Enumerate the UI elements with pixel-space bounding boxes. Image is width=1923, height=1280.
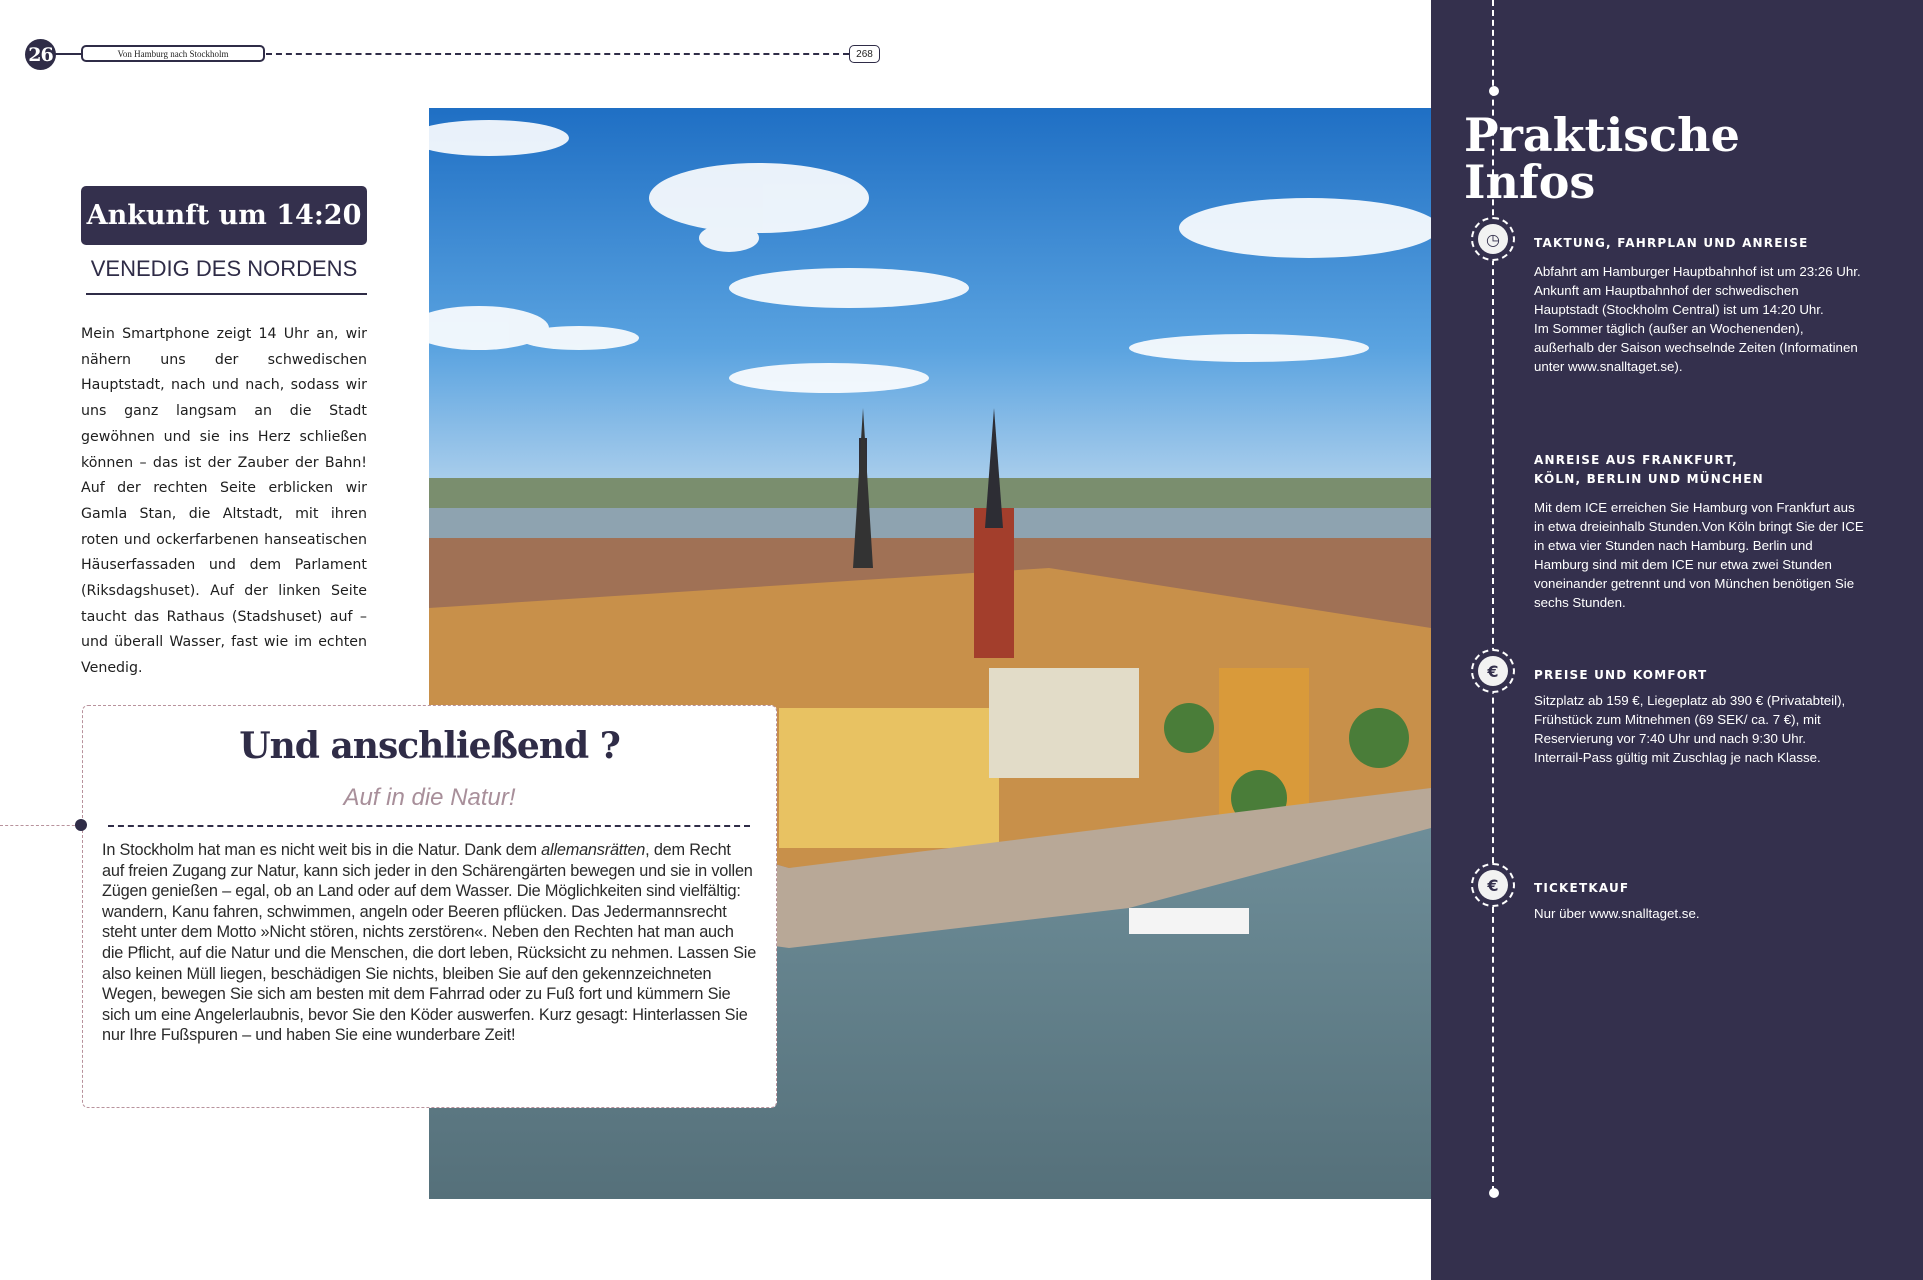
arrival-heading: Ankunft um 14:20 — [81, 186, 367, 245]
section-heading: TICKETKAUF — [1534, 881, 1630, 895]
page-number: 26 — [25, 39, 56, 70]
connector-line — [0, 825, 80, 826]
box-title: Und anschließend ? — [239, 725, 620, 767]
timeline-dot-top — [1489, 86, 1499, 96]
euro-icon: € — [1471, 649, 1515, 693]
section-body: Nur über www.snalltaget.se. — [1534, 906, 1700, 921]
progress-dashed-line — [266, 53, 849, 55]
box-subtitle: Auf in die Natur! — [343, 784, 516, 811]
panel-title: Praktische Infos — [1464, 108, 1740, 209]
section-heading: ANREISE AUS FRANKFURT, KÖLN, BERLIN UND MÜNCHEN — [1534, 453, 1764, 486]
section-body: Mit dem ICE erreichen Sie Hamburg von Frankfurt aus in etwa dreieinhalb Stunden.Von Köln bringt Sie der ICE in etwa vier Stunden nach Hamburg. Berlin und Hamburg sind mit dem ICE nur etwa zwei Stunden voneinander getrennt und von München benötigen Sie sechs Stunden. — [1534, 500, 1864, 610]
location-euro-icon: € — [1471, 863, 1515, 907]
box-paragraph: In Stockholm hat man es nicht weit bis in die Natur. Dank dem allemansrätten, dem Recht auf freien Zugang zur Natur, kann sich jeder in den Schärengärten bewegen und sie in vollen Zügen genießen – egal, ob an Land oder auf dem Wasser. Die Möglichkeiten sind vielfältig: wandern, Kanu fahren, schwimmen, angeln oder Beeren pflücken. Das Jedermannsrecht steht unter dem Motto »Nicht stören, nichts zerstören«. Neben den Rechten hat man auch die Pflicht, auf die Natur und die Menschen, die dort leben, Rücksicht zu nehmen. Lassen Sie also keinen Müll liegen, beschädigen Sie nichts, bleiben Sie auf den gekennzeichneten Wegen, bewegen Sie sich am besten mit dem Fahrrad oder zu Fuß fort und kümmern Sie sich um eine Angelerlaubnis, bevor Sie den Köder auswerfen. Kurz gesagt: Hinterlassen Sie nur Ihre Fußspuren – und haben Sie eine wunderbare Zeit! — [102, 841, 757, 1045]
total-pages: 268 — [849, 45, 880, 63]
section-heading: PREISE UND KOMFORT — [1534, 668, 1708, 682]
chapter-label: Von Hamburg nach Stockholm — [81, 45, 265, 62]
section-body: Abfahrt am Hamburger Hauptbahnhof ist um 23:26 Uhr. Ankunft am Hauptbahnhof der schwedischen Hauptstadt (Stockholm Central) ist um 14:20 Uhr. Im Sommer täglich (außer an Wochenenden), außerhalb der Saison wechselnde Zeiten (Informatinen unter www.snalltaget.se). — [1534, 264, 1861, 374]
header-connector — [55, 53, 82, 55]
section-heading: TAKTUNG, FAHRPLAN UND ANREISE — [1534, 236, 1809, 250]
section-body: Sitzplatz ab 159 €, Liegeplatz ab 390 € (Privatabteil), Frühstück zum Mitnehmen (69 SEK/ ca. 7 €), mit Reservierung vor 7:40 Uhr und nach 9:30 Uhr. Interrail-Pass gültig mit Zuschlag je nach Klasse. — [1534, 693, 1846, 765]
subtitle-underline — [86, 293, 367, 295]
intro-paragraph: Mein Smartphone zeigt 14 Uhr an, wir nähern uns der schwedischen Hauptstadt, nach und nach, sodass wir uns ganz langsam an die Stadt gewöhnen und sie ins Herz schließen können – das ist der Zauber der Bahn! Auf der rechten Seite erblicken wir Gamla Stan, die Altstadt, mit ihren roten und ockerfarbenen hanseatischen Häuserfassaden und dem Parlament (Riksdagshuset). Auf der linken Seite taucht das Rathaus (Stadshuset) auf – und überall Wasser, fast wie im echten Venedig. — [81, 326, 367, 677]
clock-icon: ◷ — [1471, 217, 1515, 261]
box-divider — [108, 825, 750, 827]
timeline-dot-bottom — [1489, 1188, 1499, 1198]
connector-dot — [75, 819, 87, 831]
section-subtitle: VENEDIG DES NORDENS — [90, 256, 358, 281]
